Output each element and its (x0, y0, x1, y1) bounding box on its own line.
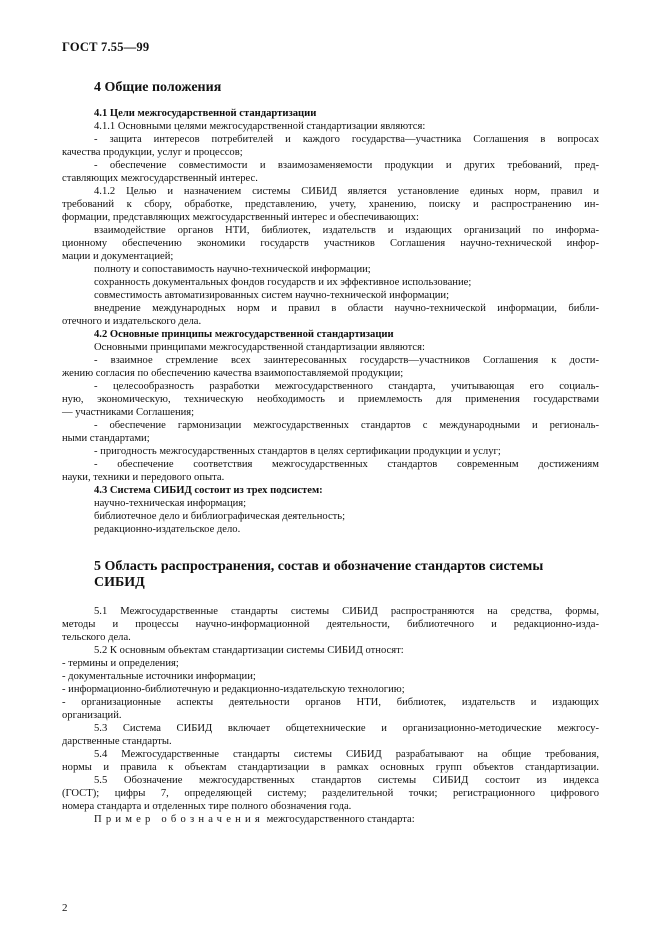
paragraph-line: ционному обеспечению экономики государств участников Соглашения научно-технической инфор- (62, 238, 599, 249)
list-item: организаций. (62, 710, 122, 721)
subsection-4-3-heading: 4.3 Система СИБИД состоит из трех подсистем: (94, 485, 323, 496)
paragraph-line: полноту и сопоставимость научно-технической информации; (94, 264, 371, 275)
subsection-4-2-heading: 4.2 Основные принципы межгосударственной стандартизации (94, 329, 394, 340)
paragraph-line: - защита интересов потребителей и каждого государства—участника Соглашения в вопросах (94, 134, 599, 145)
paragraph-line: 5.2 К основным объектам стандартизации системы СИБИД относят: (94, 645, 404, 656)
paragraph-line: требований к сбору, обработке, представлению, учету, хранению, поиску и распространению ин- (62, 199, 599, 210)
page-number: 2 (62, 902, 68, 914)
paragraph-line: - целесообразность разработки межгосударственного стандарта, учитывающая его социаль- (94, 381, 599, 392)
list-item: - информационно-библиотечную и редакционно-издательскую технологию; (62, 684, 405, 695)
paragraph-line: методы и процессы научно-информационной деятельности, библиотечного и редакционно-изда- (62, 619, 599, 630)
page-header: ГОСТ 7.55—99 (62, 40, 150, 54)
paragraph-line: - обеспечение соответствия межгосударственных стандартов современным достижениям (94, 459, 599, 470)
paragraph-line: науки, техники и передового опыта. (62, 472, 225, 483)
paragraph-line: - пригодность межгосударственных стандартов в целях сертификации продукции и услуг; (94, 446, 501, 457)
paragraph-line: качества продукции, услуг и процессов; (62, 147, 243, 158)
paragraph-line: 4.1.2 Целью и назначением системы СИБИД является установление единых норм, правил и (94, 186, 599, 197)
paragraph-line: ными стандартами; (62, 433, 150, 444)
paragraph-line: 5.5 Обозначение межгосударственных стандартов системы СИБИД состоит из индекса (94, 775, 599, 786)
paragraph-line: научно-техническая информация; (94, 498, 247, 509)
paragraph-line: совместимость автоматизированных систем научно-технической информации; (94, 290, 450, 301)
paragraph-line: номера стандарта и отделенных тире полного обозначения года. (62, 801, 352, 812)
paragraph-line: 5.3 Система СИБИД включает общетехнические и организационно-методические межгосу- (94, 723, 599, 734)
list-item: - документальные источники информации; (62, 671, 256, 682)
example-line (94, 814, 415, 827)
paragraph-line: дарственные стандарты. (62, 736, 172, 747)
paragraph-line: мации и документацией; (62, 251, 174, 262)
paragraph-line: - обеспечение гармонизации межгосударственных стандартов с международными и региональ- (94, 420, 599, 431)
paragraph-line: Основными принципами межгосударственной стандартизации являются: (94, 342, 425, 353)
paragraph-line: формации, представляющих межгосударственный интерес и обеспечивающих: (62, 212, 419, 223)
section-4-heading: 4 Общие положения (94, 80, 222, 95)
paragraph-line: - обеспечение совместимости и взаимозаменяемости продукции и других требований, пред- (94, 160, 599, 171)
example-text: межгосударственного стандарта: (263, 814, 415, 825)
paragraph-line: — участниками Соглашения; (62, 407, 195, 418)
subsection-4-1-heading: 4.1 Цели межгосударственной стандартизации (94, 108, 317, 119)
paragraph-line: внедрение международных норм и правил в области научно-технической информации, библи- (94, 303, 599, 314)
paragraph-line: редакционно-издательское дело. (94, 524, 241, 535)
section-5-heading-line-2: СИБИД (94, 575, 145, 590)
paragraph-line: отечного и издательского дела. (62, 316, 202, 327)
list-item: - термины и определения; (62, 658, 179, 669)
paragraph-line: (ГОСТ); цифры 7, определяющей систему; разделительной точки; регистрационного цифрового (62, 788, 599, 799)
list-item: - организационные аспекты деятельности органов НТИ, библиотек, издательств и издающих (62, 697, 599, 708)
example-label: Пример обозначения (94, 814, 264, 825)
paragraph-line: сохранность документальных фондов государств и их эффективное использование; (94, 277, 472, 288)
paragraph-line: 5.1 Межгосударственные стандарты системы СИБИД распространяются на средства, формы, (94, 606, 599, 617)
paragraph-line: - взаимное стремление всех заинтересованных государств—участников Соглашения к дости- (94, 355, 599, 366)
paragraph-line: взаимодействие органов НТИ, библиотек, издательств и издающих организаций по информа- (94, 225, 599, 236)
paragraph-line: библиотечное дело и библиографическая деятельность; (94, 511, 346, 522)
paragraph-line: жению согласия по обеспечению качества взаимопоставляемой продукции; (62, 368, 404, 379)
paragraph-line: нормы и правила к объектам стандартизации в рамках основных групп объектов стандартизации. (62, 762, 599, 773)
paragraph-line: ставляющих межгосударственный интерес. (62, 173, 258, 184)
section-5-heading-line-1: 5 Область распространения, состав и обозначение стандартов системы (94, 559, 544, 574)
paragraph-line: 4.1.1 Основными целями межгосударственной стандартизации являются: (94, 121, 426, 132)
paragraph-line: 5.4 Межгосударственные стандарты системы СИБИД разрабатывают на общие требования, (94, 749, 599, 760)
paragraph-line: ную, экономическую, техническую необходимость и приемлемость для применения государствами (62, 394, 599, 405)
paragraph-line: тельского дела. (62, 632, 131, 643)
